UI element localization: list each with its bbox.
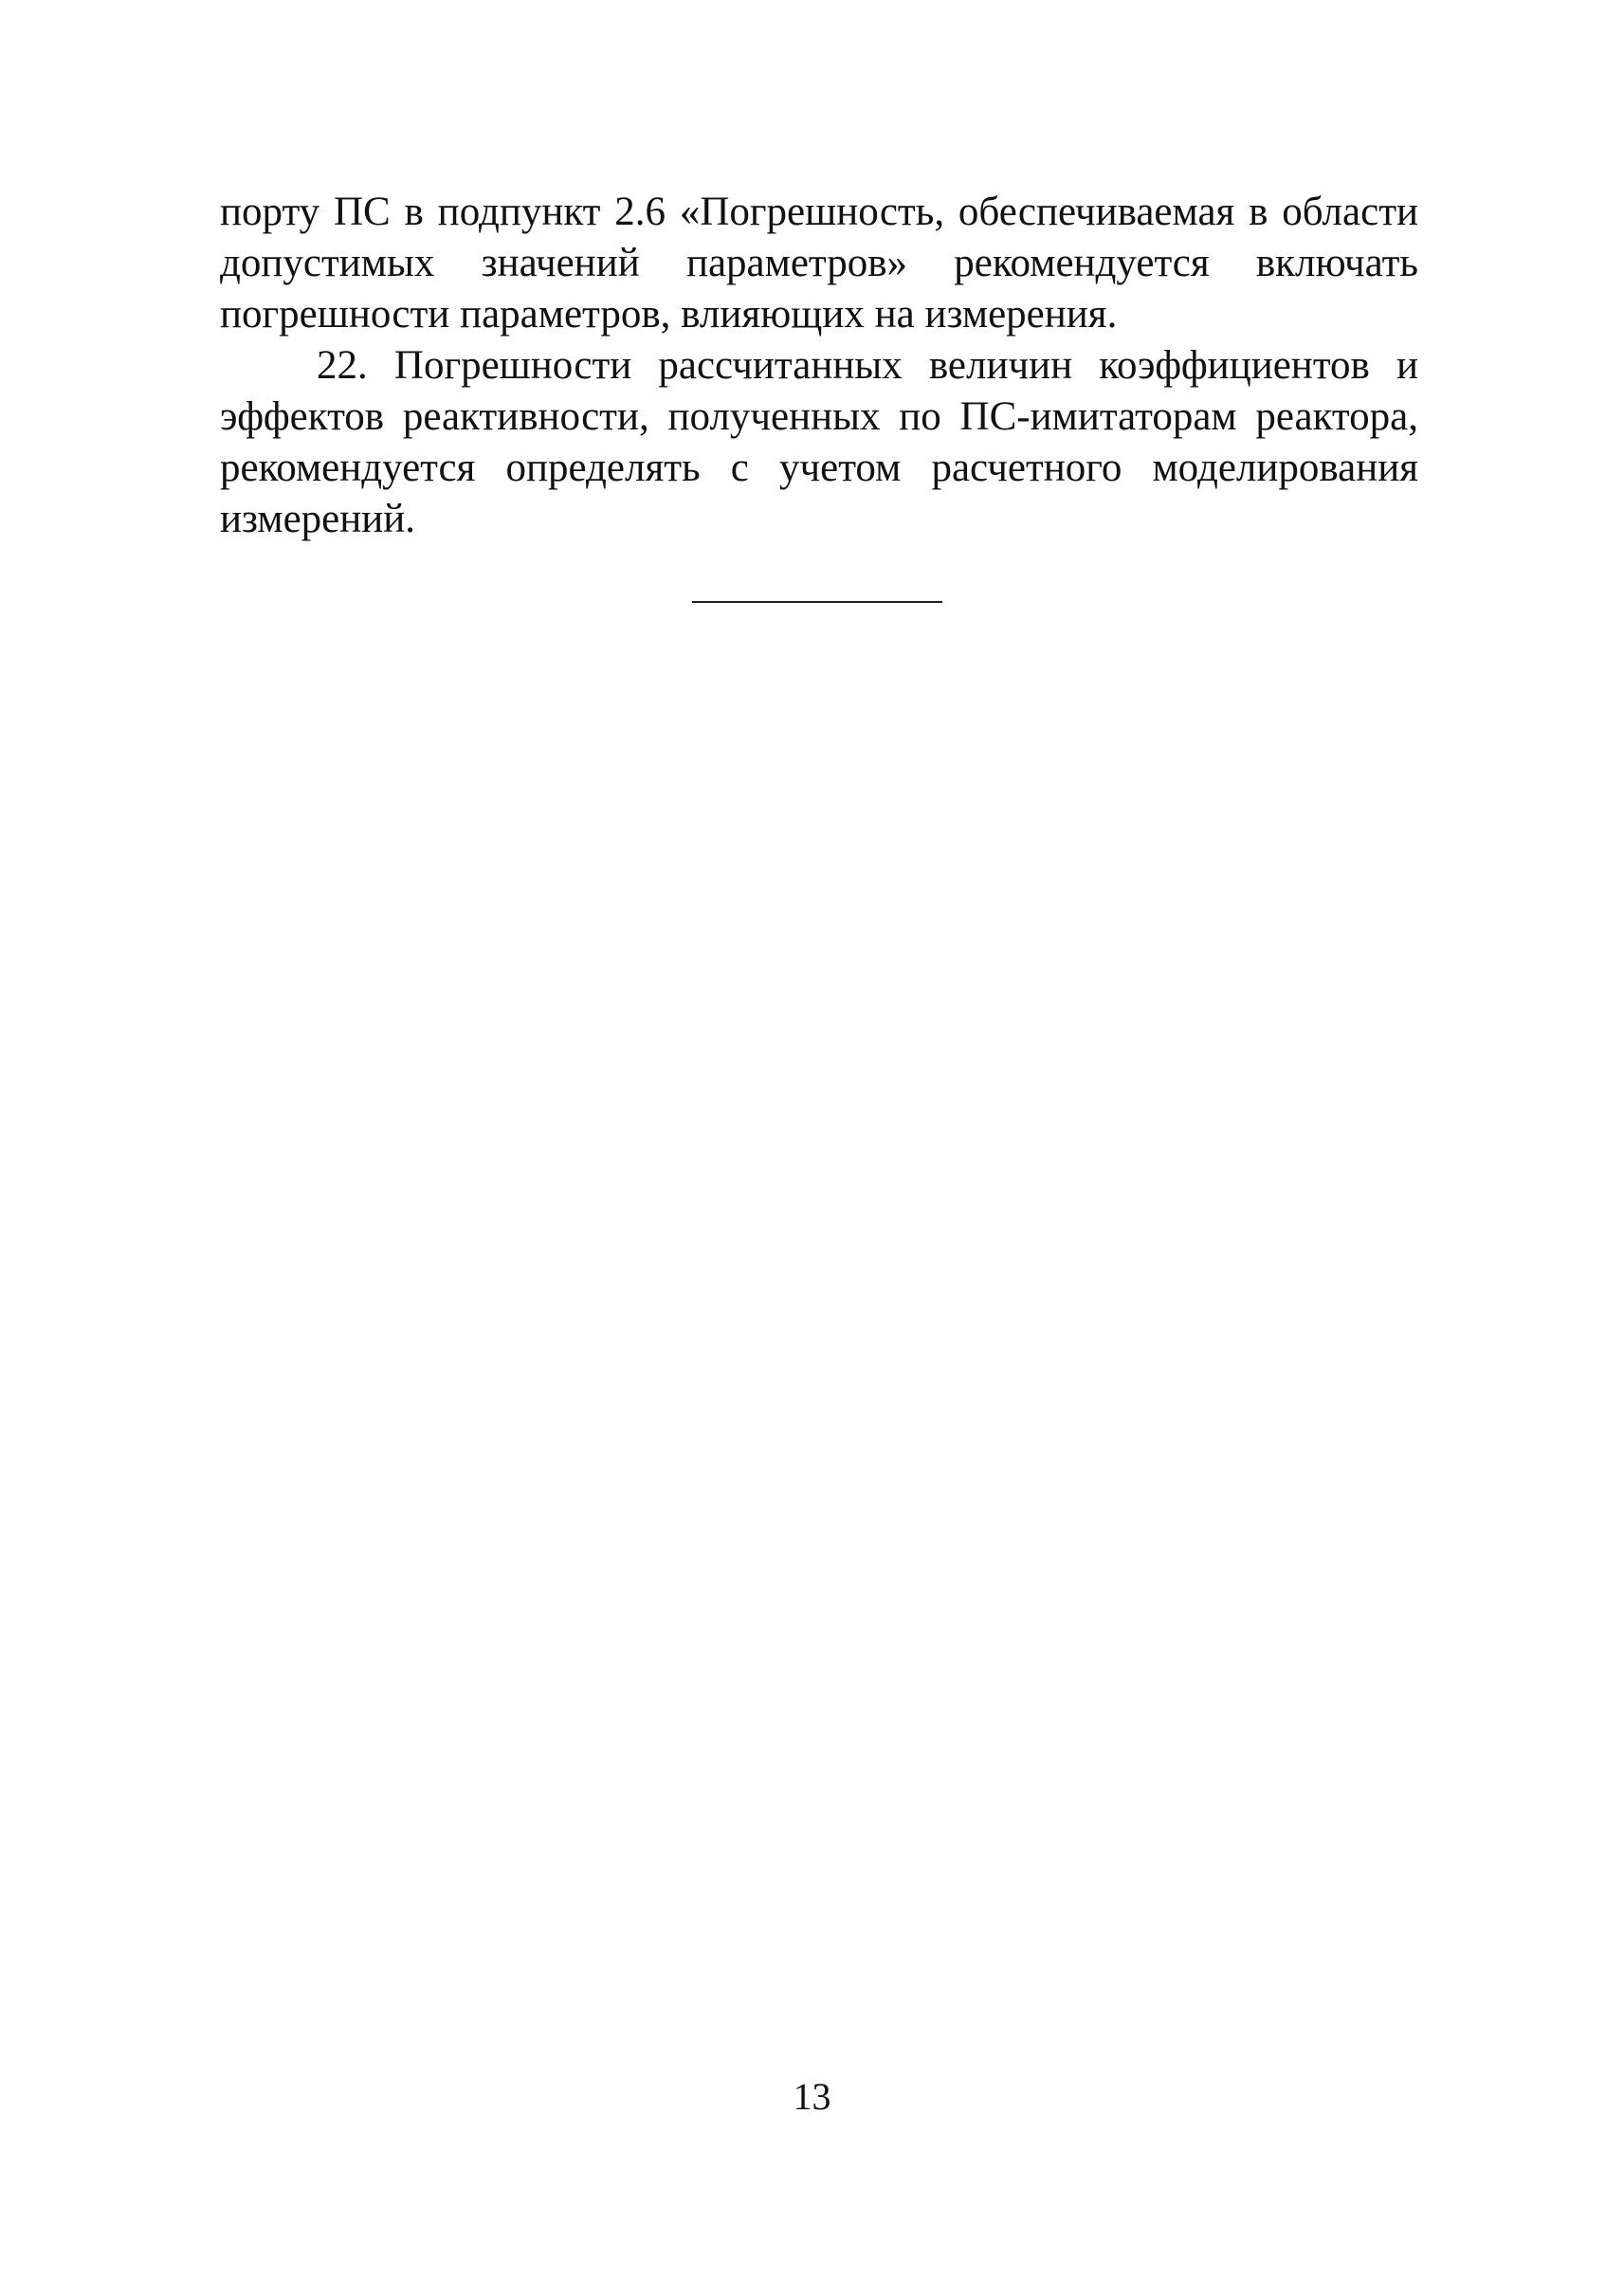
section-end-separator	[692, 601, 942, 603]
paragraph-22: 22. Погрешности рассчитанных величин коэффициентов и эффектов реактивности, полученных по ПС-имитаторам реактора, рекомендуется определять с учетом расчетного моделирования измерений.	[220, 343, 1418, 541]
body-text	[220, 187, 1418, 545]
paragraph-continuation: порту ПС в подпункт 2.6 «Погрешность, обеспечиваемая в области допустимых значений параметров» рекомендуется включать погрешности параметров, влияющих на измерения.	[220, 190, 1418, 337]
page-number: 13	[793, 2075, 831, 2118]
